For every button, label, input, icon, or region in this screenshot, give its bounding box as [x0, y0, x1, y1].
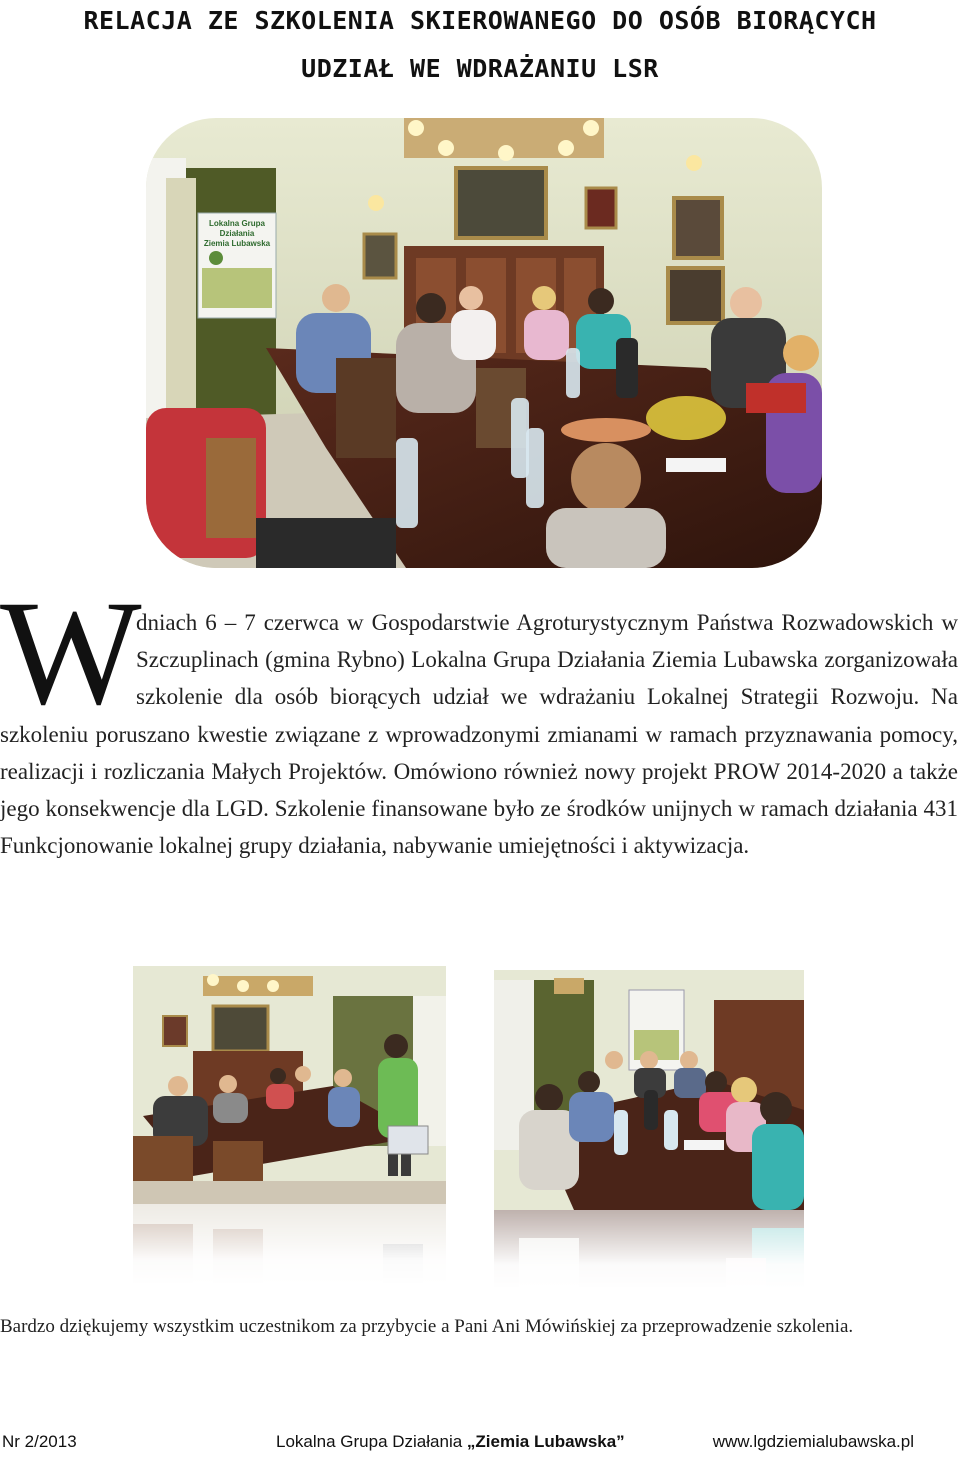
page-footer: [0, 1432, 960, 1458]
article-paragraph: [0, 604, 958, 864]
thanks-paragraph: Bardzo dziękujemy wszystkim uczestnikom za przybycie a Pani Ani Mówińskiej za przeprowadzenie szkolenia.: [0, 1316, 854, 1337]
page-title-line-2: UDZIAŁ WE WDRAŻANIU LSR: [301, 54, 659, 83]
footer-org-name: „Ziemia Lubawska”: [466, 1432, 625, 1451]
participants-photo-reflection: [494, 1210, 804, 1288]
footer-organization: [276, 1432, 625, 1452]
article-text: dniach 6 – 7 czerwca w Gospodarstwie Agroturystycznym Państwa Rozwadowskich w Szczuplinach (gmina Rybno) Lokalna Grupa Działania Ziemia Lubawska zorganizowała szkolenie dla osób biorących udział we wdrażaniu Lokalnej Strategii Rozwoju. Na szkoleniu poruszano kwestie związane z wprowadzonymi zmianami w ramach przyznawania pomocy, realizacji i rozliczania Małych Projektów. Omówiono również nowy projekt PROW 2014-2020 a także jego konsekwencje dla LGD. Szkolenie finansowane było ze środków unijnych w ramach działania 431 Funkcjonowanie lokalnej grupy działania, nabywanie umiejętności i aktywizacja.: [0, 610, 958, 859]
footer-issue: Nr 2/2013: [2, 1432, 77, 1451]
presenter-photo: [133, 966, 446, 1204]
main-meeting-photo: [146, 118, 822, 568]
footer-website: www.lgdziemialubawska.pl: [712, 1432, 914, 1451]
banner-text-line-3: Ziemia Lubawska: [203, 239, 271, 248]
footer-org-prefix: Lokalna Grupa Działania: [276, 1432, 467, 1451]
banner-text-line-1: Lokalna Grupa: [208, 219, 266, 228]
drop-cap: W: [0, 570, 142, 736]
banner-text-line-2: Działania: [219, 229, 255, 238]
page-title-line-1: RELACJA ZE SZKOLENIA SKIEROWANEGO DO OSÓB BIORĄCYCH: [83, 6, 877, 35]
participants-photo: [494, 970, 804, 1210]
presenter-photo-reflection: [133, 1204, 446, 1284]
